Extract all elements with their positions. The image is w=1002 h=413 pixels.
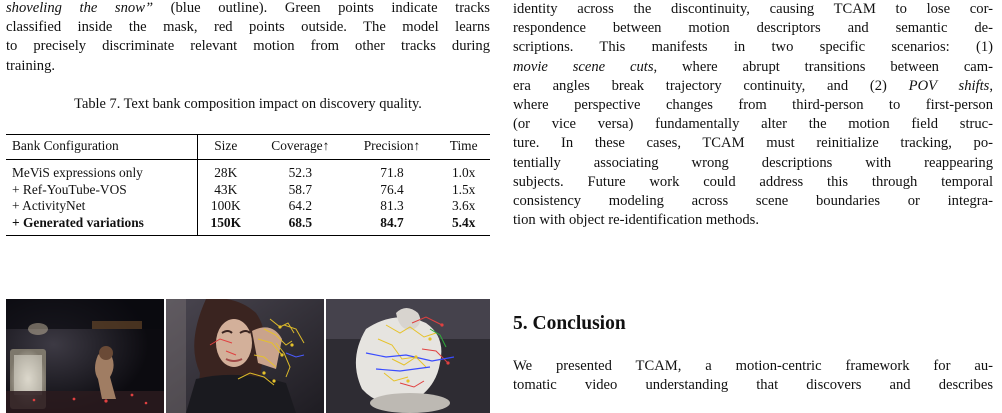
text-bank-table [6, 134, 490, 236]
figure-caption-line [6, 57, 490, 76]
figure-caption [6, 0, 490, 76]
section-heading-conclusion: 5. Conclusion [513, 313, 626, 334]
cell-precision: 76.4 [380, 181, 404, 197]
cell-precision: 81.3 [380, 198, 404, 214]
paragraph-text: , where abrupt transitions between cam- [653, 58, 993, 75]
portrait-scene-image [166, 299, 324, 413]
paragraph-line: tomatic video understanding that discovers and describes [513, 377, 993, 394]
cell-precision: 71.8 [380, 164, 404, 180]
paragraph-line [513, 77, 993, 96]
header-coverage: Coverage↑ [271, 138, 330, 153]
cell-time: 3.6x [451, 198, 476, 214]
caption-text: classified inside the mask, red points outside. The model learns [6, 19, 490, 36]
cell-size: 28K [214, 164, 238, 180]
figure-frame-stage [6, 299, 164, 413]
cell-coverage: 58.7 [288, 181, 313, 197]
figure-frame-portrait [166, 299, 324, 413]
cell-config: + ActivityNet [6, 198, 197, 215]
table-row [6, 182, 490, 199]
cell-time: 5.4x [451, 215, 476, 231]
sculpture-scene-image [326, 299, 490, 413]
emphasis-pov-shifts: POV shifts [908, 77, 990, 94]
table-row-best [6, 215, 490, 235]
paragraph-line: respondence between motion descriptors and semantic de- [513, 20, 993, 37]
table-caption: Table 7. Text bank composition impact on discovery quality. [74, 96, 422, 112]
cell-time: 1.0x [451, 164, 476, 180]
header-time: Time [449, 138, 478, 153]
paragraph-line: identity across the discontinuity, causing TCAM to lose cor- [513, 1, 993, 17]
caption-quote: shoveling the snow” [6, 0, 154, 16]
paragraph-line: tentially associating wrong descriptions with reappearing [513, 154, 993, 171]
paragraph-line: ture. In these cases, TCAM must reinitialize tracking, po- [513, 135, 993, 152]
cell-size: 100K [210, 198, 241, 214]
table-header-row [6, 135, 490, 160]
paragraph-text: , [989, 77, 993, 94]
conclusion-paragraph [513, 357, 993, 395]
emphasis-movie-scene-cuts: movie scene cuts [513, 58, 654, 75]
caption-text: to precisely discriminate relevant motion from other tracks during [6, 38, 490, 55]
figure-strip [6, 299, 490, 413]
paragraph-text: era angles break trajectory continuity, and (2) [513, 77, 909, 94]
cell-config: + Generated variations [6, 215, 197, 235]
header-bank-configuration: Bank Configuration [6, 135, 197, 160]
cell-coverage: 64.2 [288, 198, 313, 214]
cell-config: + Ref-YouTube-VOS [6, 182, 197, 199]
cell-coverage: 52.3 [288, 164, 313, 180]
header-precision: Precision↑ [363, 138, 421, 153]
table-row [6, 198, 490, 215]
paragraph-line: tion with object re-identification methods. [513, 212, 760, 229]
cell-size: 43K [214, 181, 238, 197]
caption-text: training. [6, 57, 56, 74]
cell-precision: 84.7 [380, 215, 404, 231]
paragraph-line: where perspective changes from third-person to first-person [513, 97, 993, 114]
cell-time: 1.5x [451, 181, 476, 197]
paragraph-line: (or vice versa) fundamentally alter the motion field struc- [513, 116, 993, 133]
cell-config: MeViS expressions only [6, 159, 197, 181]
figure-caption-line [6, 0, 490, 18]
caption-text: (blue outline). Green points indicate tracks [153, 0, 490, 16]
paragraph-line: consistency modeling across scene boundaries or integra- [513, 193, 993, 210]
figure-frame-sculpture [326, 299, 490, 413]
header-size: Size [214, 138, 238, 153]
table-row [6, 159, 490, 181]
paragraph-line: We presented TCAM, a motion-centric framework for au- [513, 358, 993, 374]
paragraph-line: scriptions. This manifests in two specific scenarios: (1) [513, 39, 993, 56]
stage-scene-image [6, 299, 164, 413]
figure-caption-line [6, 37, 490, 56]
figure-caption-line [6, 18, 490, 37]
limitations-paragraph [513, 0, 993, 230]
paragraph-line [513, 58, 993, 77]
cell-coverage: 68.5 [288, 215, 313, 231]
cell-size: 150K [210, 215, 242, 231]
paragraph-line: subjects. Future work could address this through temporal [513, 173, 993, 190]
